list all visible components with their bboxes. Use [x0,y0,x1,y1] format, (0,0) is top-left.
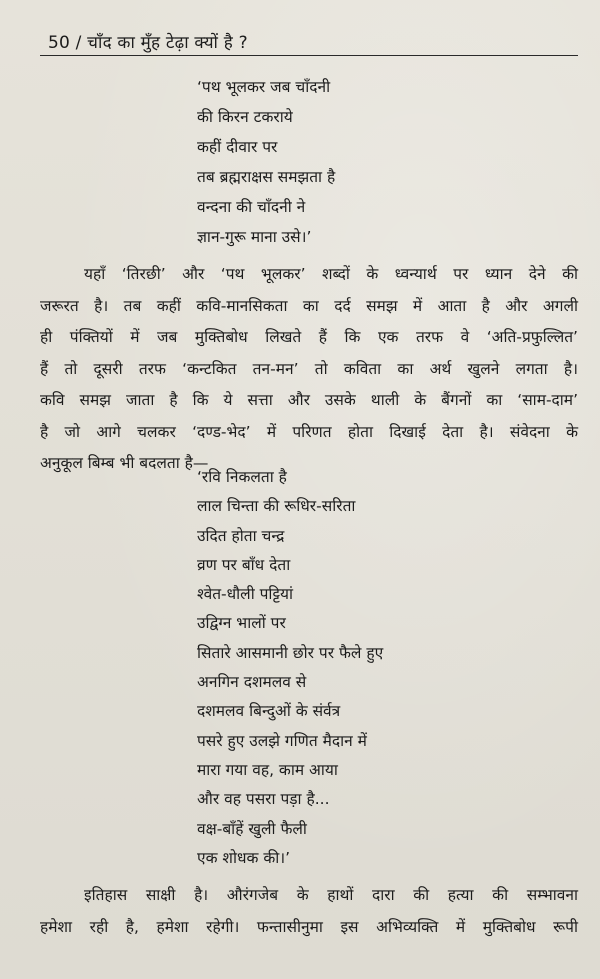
verse-block-1 [197,72,335,252]
verse-line: की किरन टकराये [197,108,293,126]
verse-line: लाल चिन्ता की रूधिर-सरिता [197,497,356,516]
paragraph-line: हमेशा रही है, हमेशा रहेगी। फन्तासीनुमा इस अभिव्यक्ति में मुक्तिबोध रूपी [40,917,578,936]
verse-line: तब ब्रह्मराक्षस समझता है [197,168,336,186]
paragraph-line: ही पंक्तियों में जब मुक्तिबोध लिखते हैं कि एक तरफ वे ‘अति-प्रफुल्लित’ [40,328,578,346]
paragraph-line: इतिहास साक्षी है। औरंगजेब के हाथों दारा की हत्या की सम्भावना [84,886,578,904]
running-head: 50 / चाँद का मुँह टेढ़ा क्यों है ? [48,33,248,53]
verse-line: एक शोधक की।’ [197,848,291,867]
verse-block-2 [197,463,383,873]
paragraph-line: कवि समझ जाता है कि ये सत्ता और उसके थाली के बैंगनों का ‘साम-दाम’ [40,391,578,409]
verse-line: मारा गया वह, काम आया [197,760,338,779]
verse-line: कहीं दीवार पर [197,138,278,156]
verse-line: सितारे आसमानी छोर पर फैले हुए [197,643,384,662]
paragraph-1 [40,259,578,480]
paragraph-line: जरूरत है। तब कहीं कवि-मानसिकता का दर्द समझ में आता है और अगली [40,296,578,315]
paragraph-line: यहाँ ‘तिरछी’ और ‘पथ भूलकर’ शब्दों के ध्वन्यार्थ पर ध्यान देने की [84,265,578,283]
paragraph-2 [40,880,578,943]
verse-line: वक्ष-बाँहें खुली फैली [197,819,307,838]
verse-line: श्वेत-धौली पट्टियां [197,585,294,604]
verse-line: ‘पथ भूलकर जब चाँदनी [197,78,331,96]
verse-line: और वह पसरा पड़ा है... [197,790,330,809]
verse-line: व्रण पर बाँध देता [197,555,291,574]
verse-line: अनगिन दशमलव से [197,673,307,692]
verse-line: उदित होता चन्द्र [197,526,285,545]
verse-line: दशमलव बिन्दुओं के संर्वत्र [197,702,341,721]
verse-line: वन्दना की चाँदनी ने [197,198,306,216]
verse-line: उद्विग्न भालों पर [197,614,286,633]
paragraph-line: अनुकूल बिम्ब भी बदलता है— [40,454,209,472]
paragraph-line: है जो आगे चलकर ‘दण्ड-भेद’ में परिणत होता दिखाई देता है। संवेदना के [40,422,578,441]
verse-line: ज्ञान-गुरू माना उसे।’ [197,228,312,246]
verse-line: ‘रवि निकलता है [197,468,287,486]
header-rule [40,55,578,56]
verse-line: पसरे हुए उलझे गणित मैदान में [197,731,367,750]
paragraph-line: हैं तो दूसरी तरफ ‘कन्टकित तन-मन’ तो कविता का अर्थ खुलने लगता है। [40,359,578,378]
